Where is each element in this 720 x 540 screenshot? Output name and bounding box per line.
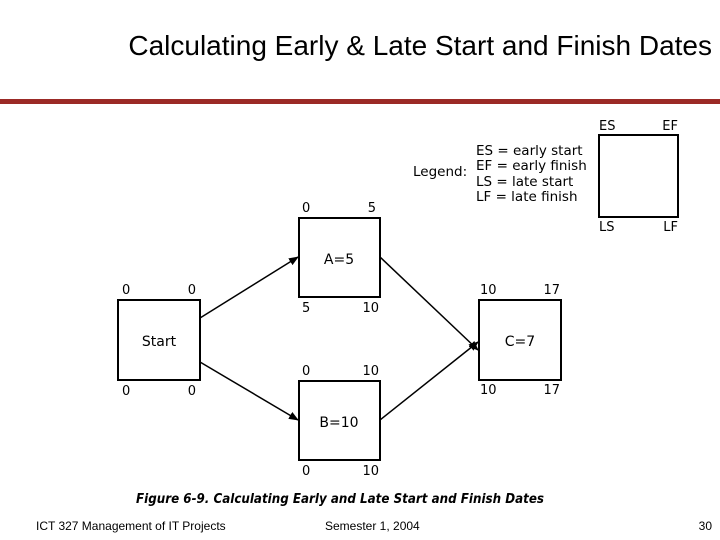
edge-b-to-c [380,342,478,420]
node-c [479,283,561,398]
node-c-es: 10 [480,283,497,298]
node-start-ef: 0 [187,283,196,298]
edge-start-to-a [200,257,298,318]
node-a-lf: 10 [362,301,379,316]
node-b-es: 0 [302,364,311,379]
node-b-label: B=10 [319,415,359,431]
figure-caption: Figure 6-9. Calculating Early and Late Start and Finish Dates [136,491,544,507]
legend-corner-es: ES [599,119,616,134]
node-a-ls: 5 [302,301,311,316]
legend-corner-ef: EF [662,119,678,134]
node-start-lf: 0 [187,384,196,399]
slide-title: Calculating Early & Late Start and Finish Dates [128,30,712,61]
node-a [299,201,380,316]
legend-corner-ls: LS [599,220,615,235]
footer-page-number: 30 [698,519,712,533]
legend [413,119,678,235]
node-a-ef: 5 [367,201,376,216]
node-b-ls: 0 [302,464,311,479]
legend-corner-lf: LF [663,220,678,235]
footer-course: ICT 327 Management of IT Projects [36,519,226,533]
node-c-label: C=7 [504,334,536,350]
node-start-es: 0 [122,283,131,298]
edge-start-to-b [200,362,298,420]
node-a-es: 0 [302,201,311,216]
node-b [299,364,380,479]
legend-sample-box [599,135,678,217]
node-start-ls: 0 [122,384,131,399]
legend-line-es: ES = early start [476,143,583,159]
node-b-ef: 10 [362,364,379,379]
node-b-lf: 10 [362,464,379,479]
footer-semester: Semester 1, 2004 [325,519,420,533]
node-start [118,283,200,399]
legend-label: Legend: [413,164,468,180]
legend-line-ls: LS = late start [476,174,574,190]
node-c-lf: 17 [543,383,560,398]
node-start-label: Start [141,334,177,350]
node-c-ef: 17 [543,283,560,298]
edge-a-to-c [380,257,478,350]
legend-line-ef: EF = early finish [476,158,587,174]
node-a-label: A=5 [323,252,355,268]
node-c-ls: 10 [480,383,497,398]
legend-line-lf: LF = late finish [476,189,578,205]
